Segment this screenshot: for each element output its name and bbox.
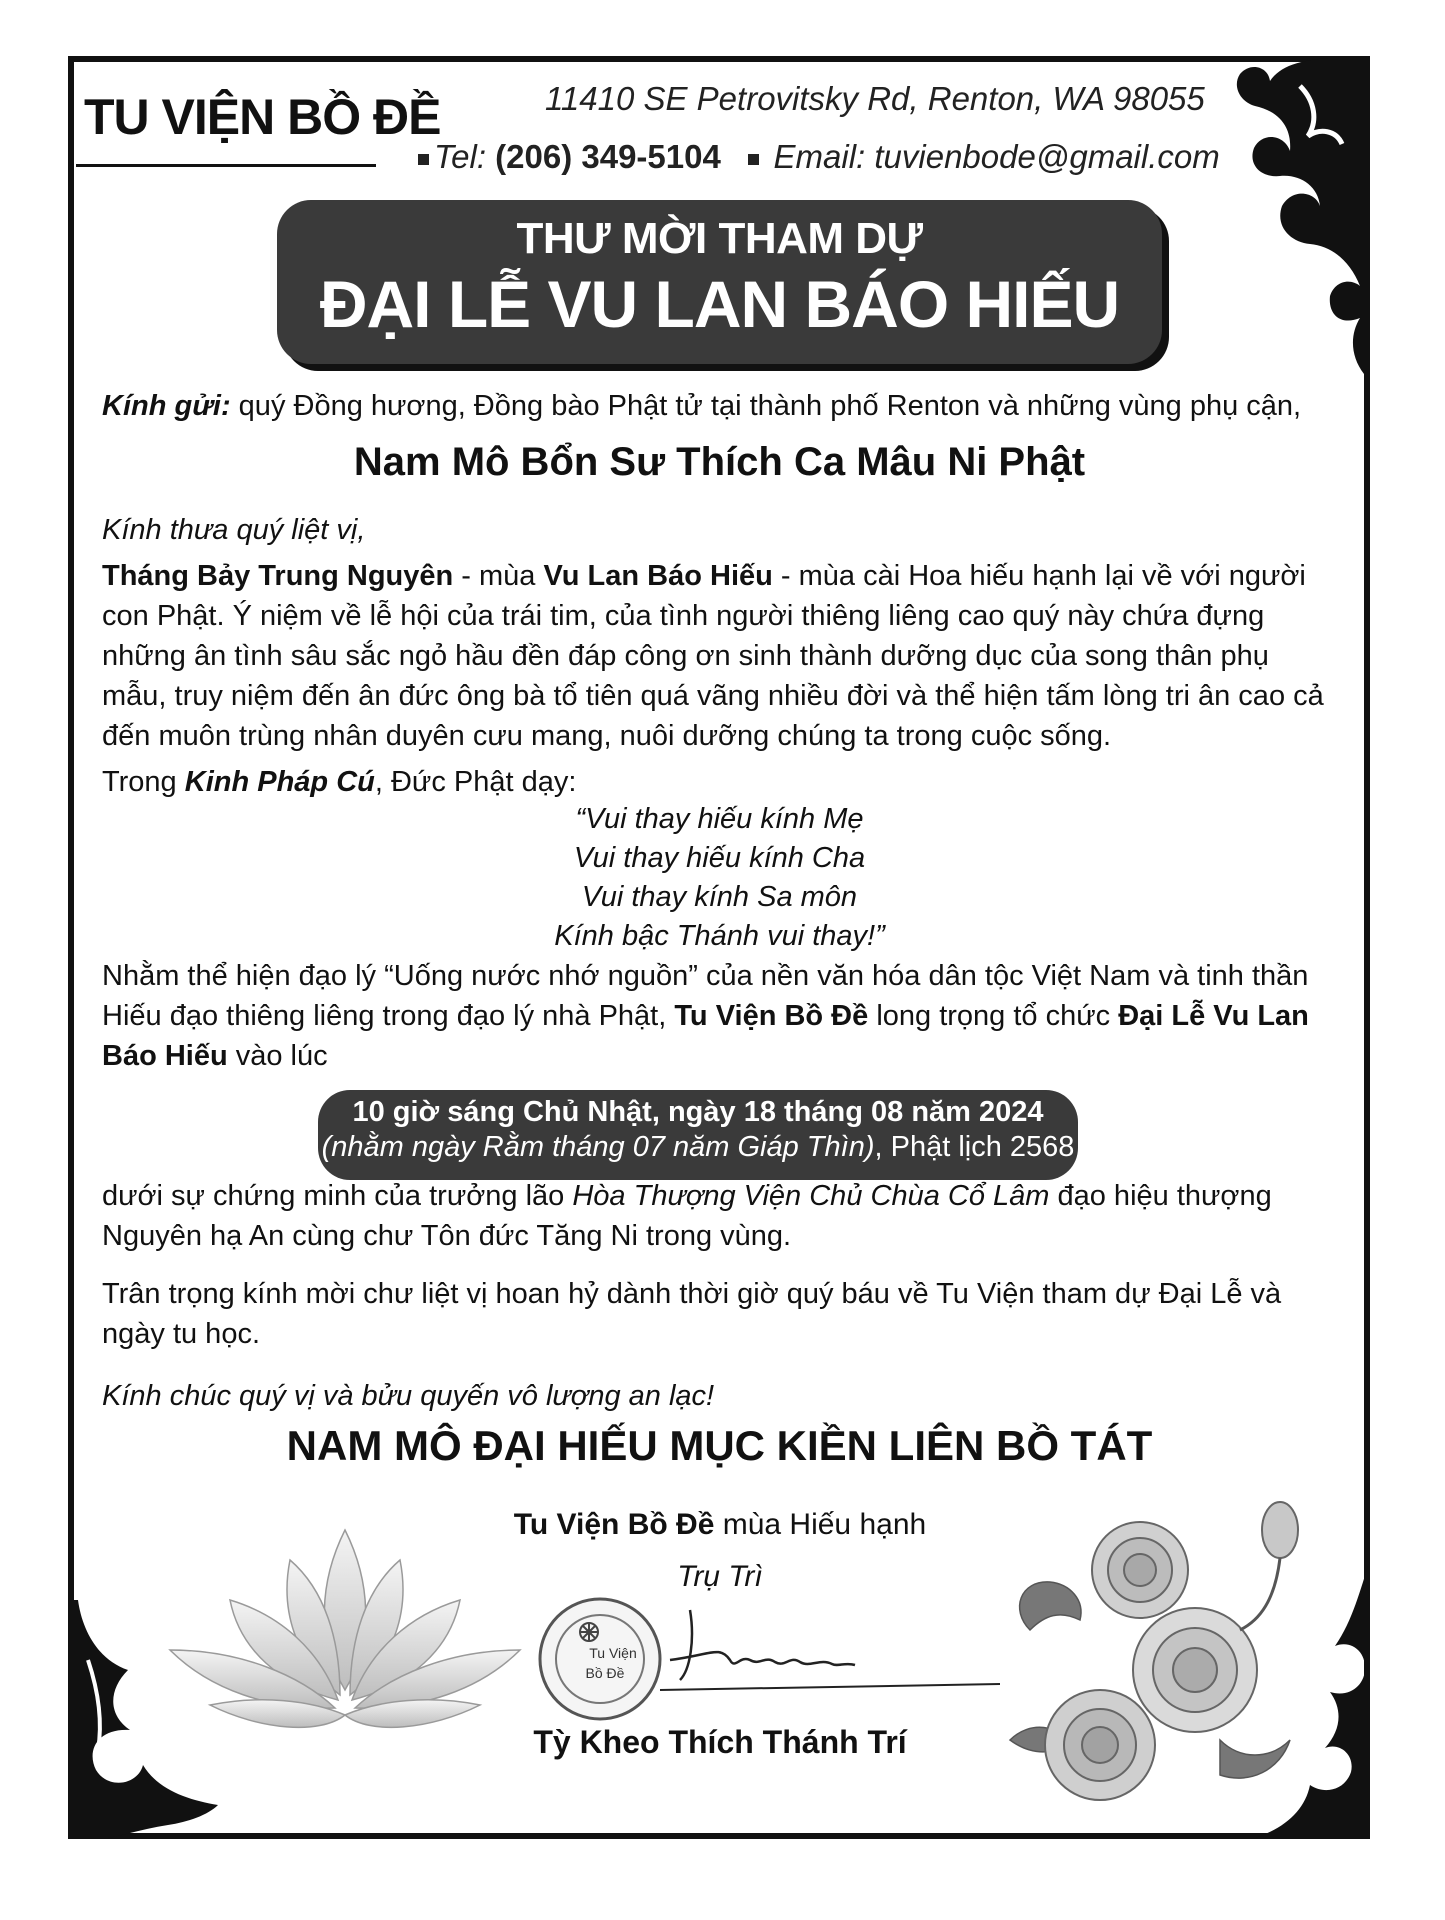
para3-text-2: long trọng tổ chức — [868, 1000, 1119, 1032]
poem-line: Vui thay hiếu kính Cha — [573, 842, 866, 874]
paragraph-5: Trân trọng kính mời chư liệt vị hoan hỷ dành thời giờ quý báu về Tu Viện tham dự Đại Lễ và ngày tu học. — [102, 1278, 1282, 1350]
tel-label: Tel: — [434, 138, 486, 175]
para2-text-2: , Đức Phật dạy: — [374, 766, 577, 798]
paragraph-4 — [102, 1176, 1337, 1256]
poem-line: “Vui thay hiếu kính Mẹ — [575, 803, 864, 835]
para3-bold-1: Tu Viện Bồ Đề — [674, 1000, 869, 1032]
poem — [102, 800, 1337, 956]
corner-ornament-top-right-icon — [1200, 56, 1376, 376]
banner-title: ĐẠI LỄ VU LAN BÁO HIẾU — [319, 267, 1120, 341]
para4-text-2: đạo hiệu thượng Nguyên hạ An cùng chư Tôn đức Tăng Ni trong vùng. — [102, 1180, 1272, 1252]
greeting-text: quý Đồng hương, Đồng bào Phật tử tại thành phố Renton và những vùng phụ cận, — [230, 390, 1302, 422]
seal-text-2: Bồ Đề — [585, 1665, 625, 1681]
para3-text-1: Nhằm thể hiện đạo lý “Uống nước nhớ nguồn” của nền văn hóa dân tộc Việt Nam và tinh thần Hiếu đạo thiêng liêng trong đạo lý nhà Phật, — [102, 960, 1309, 1032]
paragraph-1 — [102, 556, 1337, 756]
seal-text-1: Tu Viện — [589, 1645, 637, 1661]
para3-bold-2: Đại Lễ Vu Lan Báo Hiếu — [102, 1000, 1309, 1072]
para1-bold-1: Tháng Bảy Trung Nguyên — [102, 560, 454, 592]
para3-text-3: vào lúc — [227, 1040, 328, 1072]
buddhist-year: , Phật lịch 2568 — [874, 1131, 1075, 1163]
brand-title: TU VIỆN BỒ ĐỀ — [84, 89, 441, 145]
para2-text-1: Trong — [102, 766, 185, 798]
lunar-date-italic: (nhằm ngày Rằm tháng 07 năm Giáp Thìn) — [321, 1131, 875, 1163]
event-date: 10 giờ sáng Chủ Nhật, ngày 18 tháng 08 năm 2024 — [352, 1096, 1044, 1128]
event-lunar-date — [318, 1131, 1078, 1164]
email-address: tuvienbode@gmail.com — [874, 138, 1220, 175]
para4-text-1: dưới sự chứng minh của trưởng lão — [102, 1180, 573, 1212]
title-banner — [277, 200, 1162, 364]
para1-text-2: - mùa cài Hoa hiếu hạnh lại về với người con Phật. Ý niệm về lễ hội của trái tim, của tình người thiêng liêng cao quý này chứa đựng những ân tình sâu sắc ngỏ hầu đền đáp công ơn sinh thành dưỡng dục của song thân phụ mẫu, truy niệm đến ân đức ông bà tổ tiên quá vãng nhiều đời và thể hiện tấm lòng tri ân cao cả đến muôn trùng nhân duyên cưu mang, nuôi dưỡng chúng ta trong cuộc sống. — [102, 560, 1324, 752]
closing-invocation: NAM MÔ ĐẠI HIẾU MỤC KIỀN LIÊN BỒ TÁT — [286, 1422, 1153, 1469]
paragraph-2 — [102, 762, 1337, 802]
poem-line: Vui thay kính Sa môn — [581, 881, 858, 913]
signature-org: Tu Viện Bồ Đề — [513, 1508, 715, 1541]
para1-bold-2: Vu Lan Báo Hiếu — [543, 560, 773, 592]
para2-bold-1: Kinh Pháp Cú — [184, 766, 375, 798]
salutation: Kính thưa quý liệt vị, — [102, 514, 366, 546]
signature-season: mùa Hiếu hạnh — [714, 1508, 927, 1541]
event-date-pill — [318, 1090, 1078, 1180]
invocation: Nam Mô Bổn Sư Thích Ca Mâu Ni Phật — [353, 440, 1086, 484]
greeting — [102, 386, 1337, 426]
handwritten-signature-icon — [650, 1600, 1010, 1700]
banner-subtitle: THƯ MỜI THAM DỰ — [516, 214, 923, 263]
greeting-label: Kính gửi: — [102, 390, 231, 422]
signature-org-line — [430, 1508, 1010, 1542]
address: 11410 SE Petrovitsky Rd, Renton, WA 98055 — [545, 80, 1205, 117]
poem-line: Kính bậc Thánh vui thay!” — [554, 920, 885, 952]
bullet-square-icon — [418, 154, 429, 165]
signature-name: Tỳ Kheo Thích Thánh Trí — [533, 1724, 907, 1760]
blessing: Kính chúc quý vị và bửu quyến vô lượng an lạc! — [102, 1380, 715, 1412]
roses-icon — [990, 1490, 1320, 1830]
contact-line — [418, 138, 1220, 176]
para4-italic-1: Hòa Thượng Viện Chủ Chùa Cổ Lâm — [572, 1180, 1050, 1212]
temple-seal-icon — [535, 1594, 665, 1724]
tel-number: (206) 349-5104 — [495, 138, 721, 175]
para1-text-1: - mùa — [453, 560, 544, 592]
email-label: Email: — [773, 138, 866, 175]
paragraph-3 — [102, 956, 1337, 1076]
brand-underline — [76, 164, 376, 167]
bullet-square-icon — [748, 154, 759, 165]
signature-title: Trụ Trì — [677, 1560, 763, 1593]
